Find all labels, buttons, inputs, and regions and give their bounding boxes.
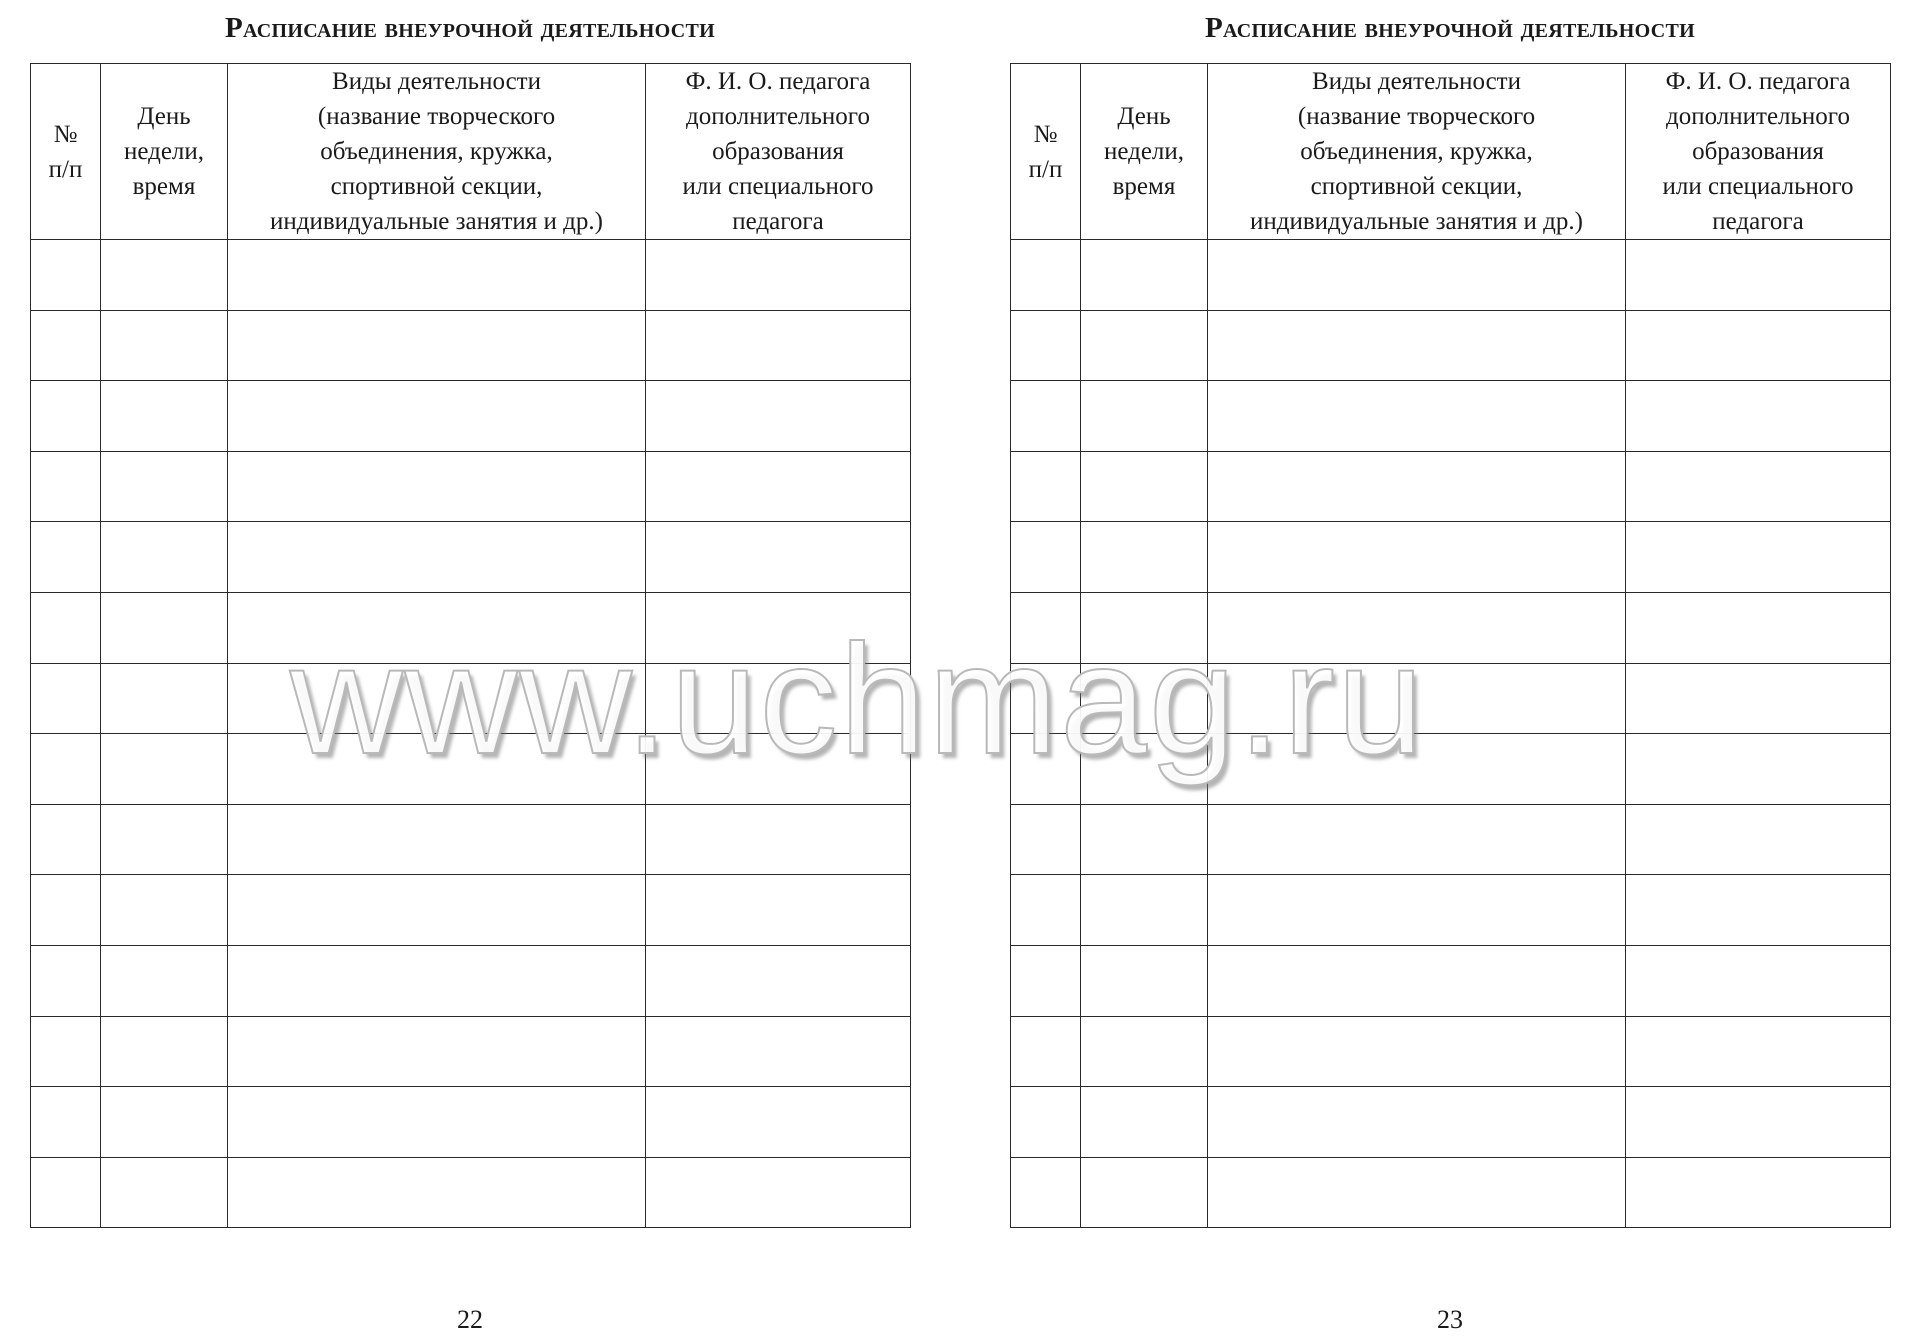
cell-activity	[228, 734, 646, 805]
table-row	[1011, 310, 1891, 381]
cell-number	[1011, 1157, 1081, 1228]
cell-number	[1011, 1016, 1081, 1087]
cell-teacher	[1626, 804, 1891, 875]
cell-day-time	[101, 804, 228, 875]
page-number: 23	[1437, 1305, 1463, 1334]
cell-number	[31, 734, 101, 805]
cell-activity	[1208, 804, 1626, 875]
cell-day-time	[1081, 1157, 1208, 1228]
cell-day-time	[101, 592, 228, 663]
cell-day-time	[1081, 875, 1208, 946]
table-row	[31, 875, 911, 946]
cell-teacher	[1626, 381, 1891, 452]
cell-teacher	[646, 734, 911, 805]
schedule-table	[1010, 63, 1891, 1228]
table-row	[31, 945, 911, 1016]
column-header-day-time: День недели, время	[101, 64, 228, 240]
cell-day-time	[1081, 451, 1208, 522]
table-row	[1011, 240, 1891, 311]
cell-activity	[228, 451, 646, 522]
table-row	[1011, 945, 1891, 1016]
table-header-row	[31, 64, 911, 240]
cell-teacher	[646, 310, 911, 381]
cell-number	[1011, 663, 1081, 734]
cell-number	[31, 945, 101, 1016]
cell-number	[31, 663, 101, 734]
cell-number	[1011, 592, 1081, 663]
cell-teacher	[1626, 522, 1891, 593]
table-row	[1011, 592, 1891, 663]
page-title: Расписание внеурочной деятельности	[225, 12, 715, 44]
cell-teacher	[646, 1016, 911, 1087]
cell-number	[31, 310, 101, 381]
table-row	[1011, 381, 1891, 452]
cell-number	[31, 1157, 101, 1228]
cell-activity	[1208, 1157, 1626, 1228]
cell-activity	[228, 804, 646, 875]
cell-number	[1011, 1087, 1081, 1158]
table-row	[1011, 522, 1891, 593]
table-row	[31, 522, 911, 593]
cell-number	[1011, 945, 1081, 1016]
cell-day-time	[1081, 804, 1208, 875]
table-row	[1011, 1157, 1891, 1228]
cell-day-time	[101, 1157, 228, 1228]
cell-day-time	[1081, 734, 1208, 805]
cell-teacher	[646, 663, 911, 734]
cell-activity	[1208, 381, 1626, 452]
cell-day-time	[1081, 663, 1208, 734]
cell-activity	[228, 875, 646, 946]
table-row	[31, 451, 911, 522]
cell-day-time	[101, 310, 228, 381]
page-title: Расписание внеурочной деятельности	[1205, 12, 1695, 44]
cell-teacher	[646, 1157, 911, 1228]
cell-day-time	[101, 1016, 228, 1087]
cell-day-time	[101, 663, 228, 734]
cell-activity	[228, 1016, 646, 1087]
cell-activity	[228, 663, 646, 734]
cell-teacher	[1626, 663, 1891, 734]
table-row	[1011, 1016, 1891, 1087]
column-header-activity: Виды деятельности (название творческого объединения, кружка, спортивной секции, индивидуальные занятия и др.)	[228, 64, 646, 240]
cell-day-time	[1081, 945, 1208, 1016]
cell-number	[31, 592, 101, 663]
cell-number	[31, 522, 101, 593]
cell-teacher	[646, 240, 911, 311]
cell-teacher	[1626, 1016, 1891, 1087]
cell-teacher	[646, 592, 911, 663]
table-row	[31, 804, 911, 875]
cell-activity	[1208, 522, 1626, 593]
cell-day-time	[101, 945, 228, 1016]
cell-number	[31, 451, 101, 522]
cell-number	[31, 1087, 101, 1158]
cell-activity	[228, 522, 646, 593]
cell-teacher	[1626, 592, 1891, 663]
cell-activity	[1208, 734, 1626, 805]
cell-day-time	[1081, 1087, 1208, 1158]
cell-day-time	[1081, 240, 1208, 311]
table-row	[1011, 804, 1891, 875]
table-row	[31, 592, 911, 663]
cell-activity	[228, 592, 646, 663]
page-right	[980, 0, 1920, 1337]
table-row	[31, 240, 911, 311]
table-row	[1011, 734, 1891, 805]
cell-number	[31, 1016, 101, 1087]
cell-day-time	[101, 734, 228, 805]
table-row	[31, 381, 911, 452]
cell-activity	[1208, 1087, 1626, 1158]
cell-teacher	[1626, 451, 1891, 522]
table-row	[1011, 1087, 1891, 1158]
column-header-activity: Виды деятельности (название творческого объединения, кружка, спортивной секции, индивидуальные занятия и др.)	[1208, 64, 1626, 240]
cell-number	[31, 804, 101, 875]
cell-day-time	[1081, 310, 1208, 381]
cell-number	[31, 381, 101, 452]
table-row	[1011, 663, 1891, 734]
cell-teacher	[1626, 310, 1891, 381]
cell-teacher	[1626, 734, 1891, 805]
cell-number	[31, 240, 101, 311]
table-row	[1011, 875, 1891, 946]
cell-teacher	[1626, 1157, 1891, 1228]
cell-day-time	[101, 875, 228, 946]
cell-day-time	[101, 451, 228, 522]
table-row	[31, 1087, 911, 1158]
table-row	[31, 734, 911, 805]
cell-number	[1011, 310, 1081, 381]
table-body	[1011, 240, 1891, 1228]
cell-day-time	[101, 1087, 228, 1158]
cell-teacher	[646, 522, 911, 593]
column-header-number: № п/п	[31, 64, 101, 240]
column-header-teacher: Ф. И. О. педагога дополнительного образования или специального педагога	[1626, 64, 1891, 240]
cell-teacher	[646, 381, 911, 452]
cell-teacher	[646, 945, 911, 1016]
table-row	[31, 1157, 911, 1228]
cell-number	[1011, 240, 1081, 311]
cell-day-time	[101, 240, 228, 311]
cell-number	[1011, 451, 1081, 522]
table-row	[31, 1016, 911, 1087]
cell-activity	[228, 1087, 646, 1158]
cell-number	[1011, 381, 1081, 452]
cell-number	[1011, 875, 1081, 946]
cell-teacher	[1626, 945, 1891, 1016]
cell-activity	[1208, 310, 1626, 381]
cell-teacher	[646, 451, 911, 522]
cell-activity	[1208, 663, 1626, 734]
table-row	[31, 310, 911, 381]
cell-activity	[1208, 451, 1626, 522]
cell-activity	[228, 945, 646, 1016]
cell-number	[31, 875, 101, 946]
page-number: 22	[457, 1305, 483, 1334]
cell-teacher	[646, 804, 911, 875]
cell-day-time	[1081, 592, 1208, 663]
cell-activity	[228, 310, 646, 381]
cell-number	[1011, 804, 1081, 875]
cell-teacher	[646, 875, 911, 946]
cell-activity	[228, 1157, 646, 1228]
cell-day-time	[101, 381, 228, 452]
cell-activity	[1208, 240, 1626, 311]
cell-day-time	[1081, 1016, 1208, 1087]
schedule-table	[30, 63, 911, 1228]
watermark: www.uchmag.ru	[290, 613, 1426, 787]
cell-activity	[1208, 592, 1626, 663]
cell-activity	[228, 381, 646, 452]
cell-activity	[1208, 945, 1626, 1016]
cell-teacher	[1626, 875, 1891, 946]
table-row	[1011, 451, 1891, 522]
table-body	[31, 240, 911, 1228]
column-header-day-time: День недели, время	[1081, 64, 1208, 240]
column-header-teacher: Ф. И. О. педагога дополнительного образования или специального педагога	[646, 64, 911, 240]
cell-day-time	[1081, 522, 1208, 593]
table-header-row	[1011, 64, 1891, 240]
cell-day-time	[101, 522, 228, 593]
cell-activity	[1208, 875, 1626, 946]
column-header-number: № п/п	[1011, 64, 1081, 240]
cell-teacher	[646, 1087, 911, 1158]
cell-activity	[228, 240, 646, 311]
table-row	[31, 663, 911, 734]
cell-teacher	[1626, 240, 1891, 311]
cell-teacher	[1626, 1087, 1891, 1158]
cell-number	[1011, 734, 1081, 805]
cell-activity	[1208, 1016, 1626, 1087]
cell-day-time	[1081, 381, 1208, 452]
cell-number	[1011, 522, 1081, 593]
